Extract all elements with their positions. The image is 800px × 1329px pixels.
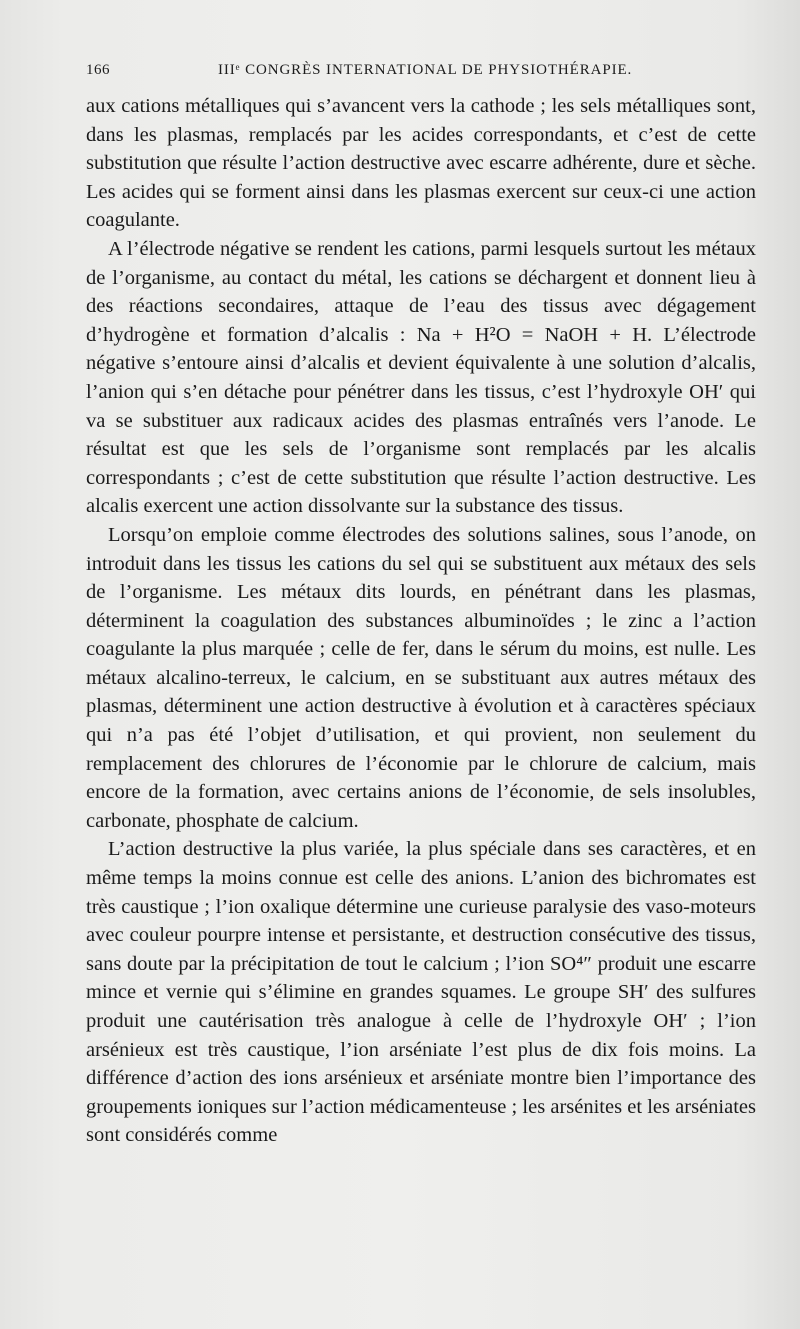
- paragraph-1: aux cations métalliques qui s’avancent vers la cathode ; les sels métalliques sont, dans les plasmas, remplacés par les acides correspondants, et c’est de cette substitution que résulte l’action destructive avec escarre adhérente, dure et sèche. Les acides qui se forment ainsi dans les plasmas exercent sur ceux-ci une action coagulante.: [86, 95, 756, 232]
- paragraph-3: Lorsqu’on emploie comme électrodes des solutions salines, sous l’anode, on introduit dans les tissus les cations du sel qui se substituent aux métaux des sels de l’organisme. Les métaux dits lourds, en pénétrant dans les plasmas, déterminent la coagulation des substances albuminoïdes ; le zinc a l’action coagulante la plus marquée ; celle de fer, dans le sérum du moins, est nulle. Les métaux alcalino-terreux, le calcium, en se substituant aux autres métaux des plasmas, déterminent une action destructive à évolution et à caractères spéciaux qui n’a pas été l’objet d’utilisation, et qui provient, non seulement du remplacement des chlorures de l’économie par le chlorure de calcium, mais encore de la formation, avec certains anions de l’économie, de sels insolubles, carbonate, phosphate de calcium.: [86, 523, 756, 832]
- running-title: IIIᵉ CONGRÈS INTERNATIONAL DE PHYSIOTHÉRAPIE.: [218, 62, 633, 78]
- page-header: [86, 62, 766, 86]
- paragraph-2: A l’électrode négative se rendent les cations, parmi lesquels surtout les métaux de l’organisme, au contact du métal, les cations se déchargent et donnent lieu à des réactions secondaires, attaque de l’eau des tissus avec dégagement d’hydrogène et formation d’alcalis : Na + H²O = NaOH + H. L’électrode négative s’entoure ainsi d’alcalis et devient équivalente à une solution d’alcalis, l’anion qui s’en détache pour pénétrer dans les tissus, c’est l’hydroxyle OH′ qui va se substituer aux radicaux acides des plasmas entraînés vers l’anode. Le résultat est que les sels de l’organisme sont remplacés par les alcalis correspondants ; c’est de cette substitution que résulte l’action destructive. Les alcalis exercent une action dissolvante sur la substance des tissus.: [86, 237, 756, 518]
- paragraph-4: L’action destructive la plus variée, la plus spéciale dans ses caractères, et en même temps la moins connue est celle des anions. L’anion des bichromates est très caustique ; l’ion oxalique détermine une curieuse paralysie des vaso-moteurs avec couleur pourpre intense et persistante, et destruction consécutive des tissus, sans doute par la précipitation de tout le calcium ; l’ion SO⁴″ produit une escarre mince et vernie qui s’élimine en grandes squames. Le groupe SH′ des sulfures produit une cautérisation très analogue à celle de l’hydroxyle OH′ ; l’ion arsénieux est très caustique, l’ion arséniate l’est plus de dix fois moins. La différence d’action des ions arsénieux et arséniate montre bien l’importance des groupements ioniques sur l’action médicamenteuse ; les arsénites et les arséniates sont considérés comme: [86, 838, 756, 1147]
- body-text: [86, 92, 756, 1150]
- page-number: 166: [86, 62, 110, 78]
